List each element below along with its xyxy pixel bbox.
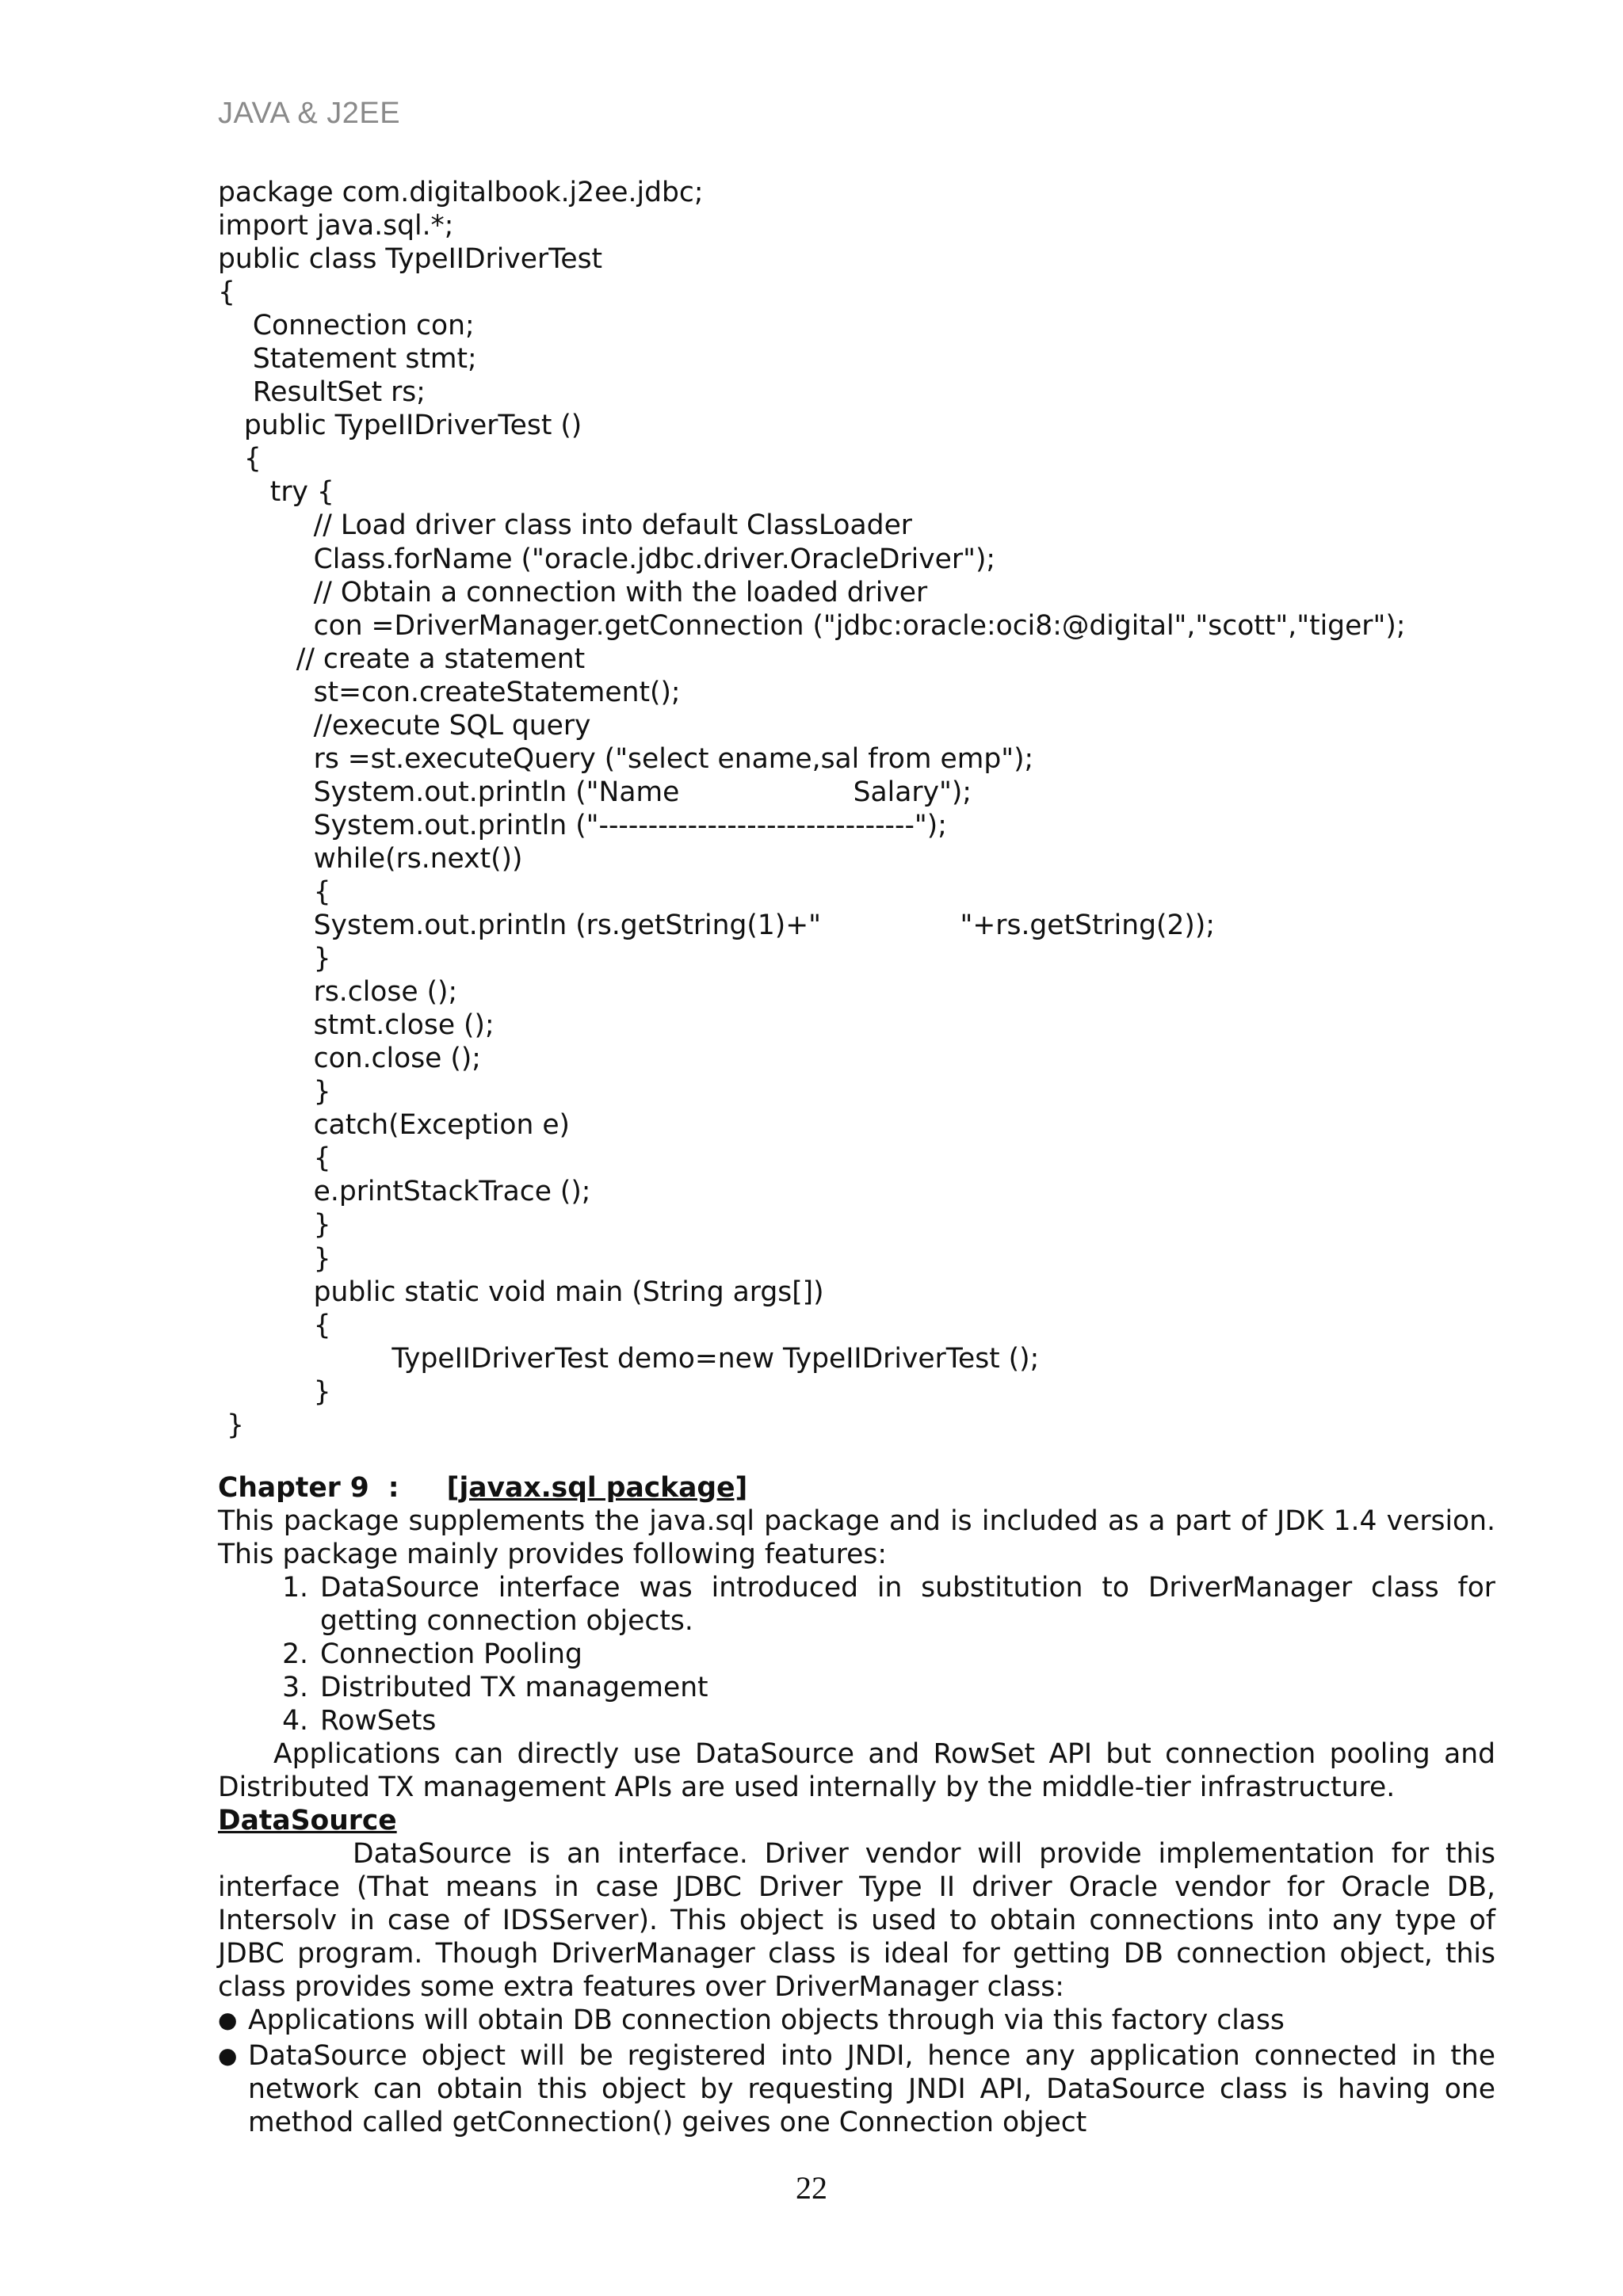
- code-line: }: [218, 1076, 331, 1108]
- code-line: // Obtain a connection with the loaded driver: [218, 576, 928, 608]
- code-line: Class.forName ("oracle.jdbc.driver.OracleDriver");: [218, 543, 996, 575]
- code-line: }: [218, 1209, 331, 1241]
- code-line: //execute SQL query: [218, 709, 591, 742]
- bullet-item: [218, 2004, 1495, 2037]
- chapter-title: [javax.sql package]: [446, 1472, 748, 1504]
- bullet-text: DataSource object will be registered into JNDI, hence any application connected in the network can obtain this object by requesting JNDI API, DataSource class is having one method called getConnection() geives one Connection object: [248, 2040, 1495, 2138]
- feature-list: [218, 1571, 1495, 1737]
- code-line: ResultSet rs;: [218, 376, 426, 409]
- bullet-item: [218, 2039, 1495, 2139]
- bullet-text: Applications will obtain DB connection objects through via this factory class: [248, 2004, 1285, 2036]
- code-listing: [218, 176, 1518, 1442]
- code-line: try {: [218, 476, 334, 509]
- code-line: System.out.println ("--------------------------------");: [218, 809, 947, 841]
- code-line: catch(Exception e): [218, 1109, 571, 1142]
- code-line: while(rs.next()): [218, 842, 523, 875]
- code-line: stmt.close ();: [218, 1009, 495, 1042]
- running-header: JAVA & J2EE: [218, 97, 401, 130]
- code-line: }: [218, 1375, 331, 1408]
- feature-item: 2. Connection Pooling: [317, 1638, 1495, 1671]
- code-line: System.out.println (rs.getString(1)+" "+rs.getString(2));: [218, 910, 1215, 942]
- code-line: }: [218, 943, 331, 975]
- datasource-bullet-list: [218, 2004, 1495, 2139]
- code-line: import java.sql.*;: [218, 210, 454, 242]
- code-line: con.close ();: [218, 1043, 481, 1075]
- code-line: con =DriverManager.getConnection ("jdbc:oracle:oci8:@digital","scott","tiger");: [218, 609, 1406, 642]
- code-line: {: [218, 443, 262, 475]
- code-line: rs.close ();: [218, 976, 458, 1009]
- code-line: System.out.println ("Name Salary");: [218, 776, 972, 808]
- code-line: {: [218, 277, 235, 309]
- code-line: st=con.createStatement();: [218, 676, 681, 708]
- applications-paragraph: Applications can directly use DataSource and RowSet API but connection pooling and Distributed TX management APIs are used internally by the middle-tier infrastructure.: [218, 1738, 1495, 1803]
- page-number: 22: [796, 2170, 827, 2206]
- code-line: }: [218, 1242, 331, 1275]
- feature-item: 1. DataSource interface was introduced in substitution to DriverManager class for getting connection objects.: [317, 1571, 1495, 1638]
- code-line: // create a statement: [218, 643, 586, 675]
- code-line: {: [218, 1309, 331, 1341]
- code-line: {: [218, 1142, 331, 1175]
- datasource-paragraph: DataSource is an interface. Driver vendor will provide implementation for this interface (That means in case JDBC Driver Type II driver Oracle vendor for Oracle DB, Intersolv in case of IDSServer). This object is used to obtain connections into any type of JDBC program. Though DriverManager class is ideal for getting DB connection object, this class provides some extra features over DriverManager class:: [218, 1838, 1495, 2003]
- code-line: e.printStackTrace ();: [218, 1176, 591, 1208]
- bullet-icon: ●: [218, 2042, 238, 2069]
- chapter-label: Chapter 9 :: [218, 1472, 399, 1504]
- intro-paragraph: This package supplements the java.sql package and is included as a part of JDK 1.4 version. This package mainly provides following features:: [218, 1505, 1495, 1570]
- code-line: Statement stmt;: [218, 343, 477, 376]
- datasource-heading: DataSource: [218, 1805, 397, 1836]
- code-line: public static void main (String args[]): [218, 1276, 824, 1308]
- code-line: // Load driver class into default ClassLoader: [218, 509, 912, 542]
- code-line: public class TypeIIDriverTest: [218, 243, 603, 276]
- code-line: package com.digitalbook.j2ee.jdbc;: [218, 177, 704, 208]
- code-line: rs =st.executeQuery ("select ename,sal from emp");: [218, 742, 1034, 775]
- feature-item: 4. RowSets: [317, 1704, 1495, 1737]
- chapter-heading: [218, 1471, 1495, 1505]
- code-line: Connection con;: [218, 310, 475, 342]
- code-line: public TypeIIDriverTest (): [218, 410, 582, 442]
- feature-item: 3. Distributed TX management: [317, 1671, 1495, 1704]
- bullet-icon: ●: [218, 2007, 238, 2033]
- code-line: {: [218, 875, 331, 908]
- code-line: }: [218, 1409, 244, 1441]
- chapter-section: [218, 1471, 1495, 2142]
- code-line: TypeIIDriverTest demo=new TypeIIDriverTest ();: [218, 1342, 1040, 1375]
